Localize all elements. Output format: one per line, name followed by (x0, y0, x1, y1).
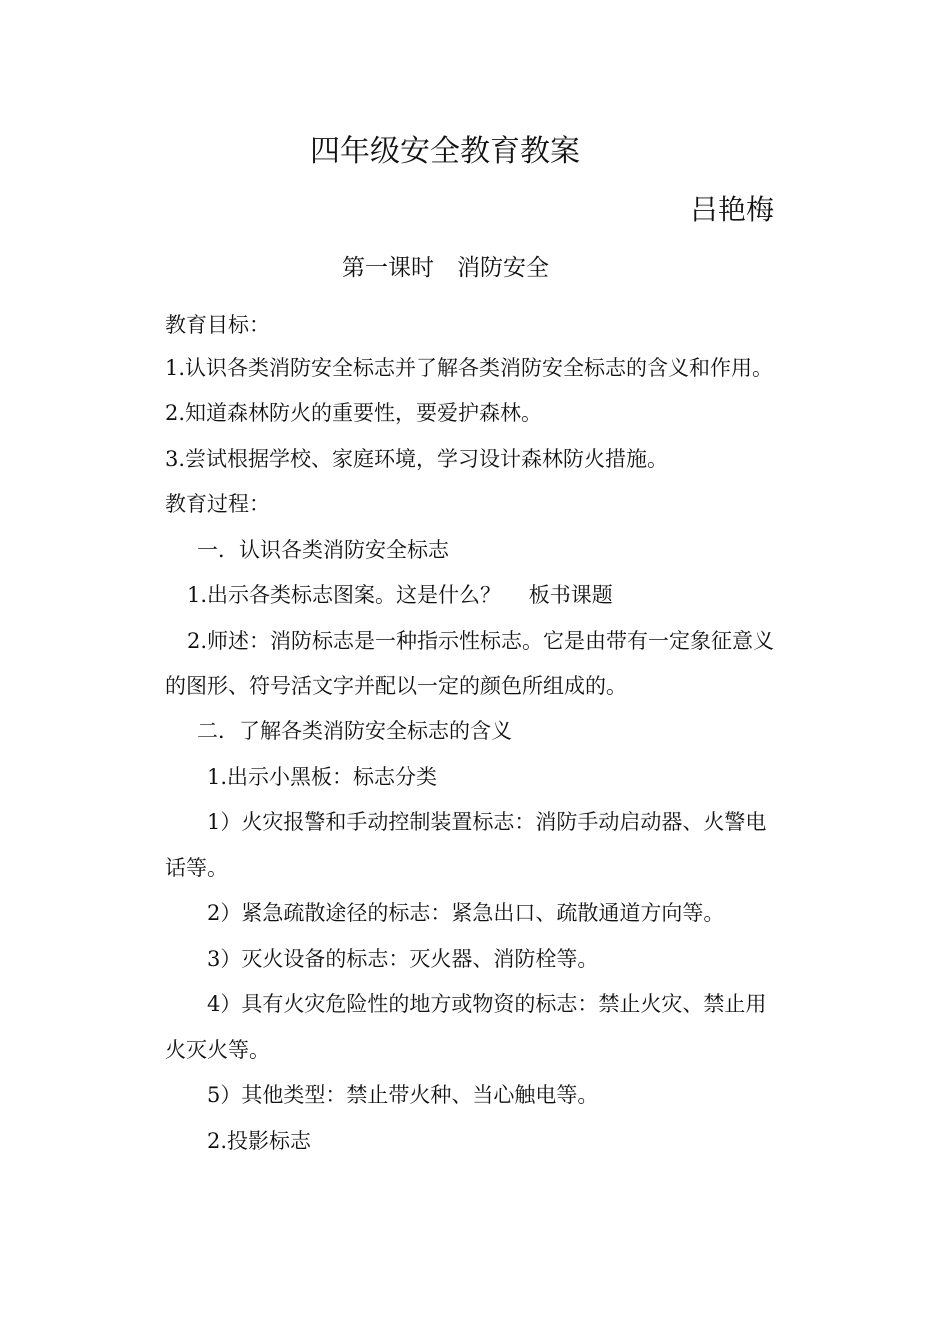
goal-item: 3.尝试根据学校、家庭环境，学习设计森林防火措施。 (165, 447, 669, 471)
body-line: 2.师述：消防标志是一种指示性标志。它是由带有一定象征意义 (187, 629, 775, 653)
goal-item: 2.知道森林防火的重要性，要爱护森林。 (165, 401, 543, 425)
body-line: 1.出示小黑板：标志分类 (207, 765, 438, 789)
author-name: 吕艳梅 (690, 193, 775, 226)
list-item: 1）火灾报警和手动控制装置标志：消防手动启动器、火警电 (207, 810, 767, 834)
list-item: 5）其他类型：禁止带火种、当心触电等。 (207, 1083, 599, 1107)
list-item: 2）紧急疏散途径的标志：紧急出口、疏散通道方向等。 (207, 901, 725, 925)
body-line: 2.投影标志 (207, 1129, 312, 1153)
list-item-continuation: 火灭火等。 (165, 1038, 270, 1062)
process-heading: 二．了解各类消防安全标志的含义 (197, 719, 512, 743)
process-heading: 一．认识各类消防安全标志 (197, 538, 449, 562)
lesson-title: 第一课时 消防安全 (342, 255, 549, 281)
document-title: 四年级安全教育教案 (310, 134, 580, 169)
section-heading-process: 教育过程： (165, 492, 270, 516)
list-item: 4）具有火灾危险性的地方或物资的标志：禁止火灾、禁止用 (207, 992, 767, 1016)
section-heading-goals: 教育目标： (165, 313, 270, 337)
list-item-continuation: 话等。 (165, 856, 228, 880)
body-line: 1.出示各类标志图案。这是什么？ 板书课题 (187, 583, 613, 607)
list-item: 3）灭火设备的标志：灭火器、消防栓等。 (207, 947, 599, 971)
body-line: 的图形、符号活文字并配以一定的颜色所组成的。 (165, 674, 627, 698)
goal-item: 1.认识各类消防安全标志并了解各类消防安全标志的含义和作用。 (165, 356, 774, 380)
